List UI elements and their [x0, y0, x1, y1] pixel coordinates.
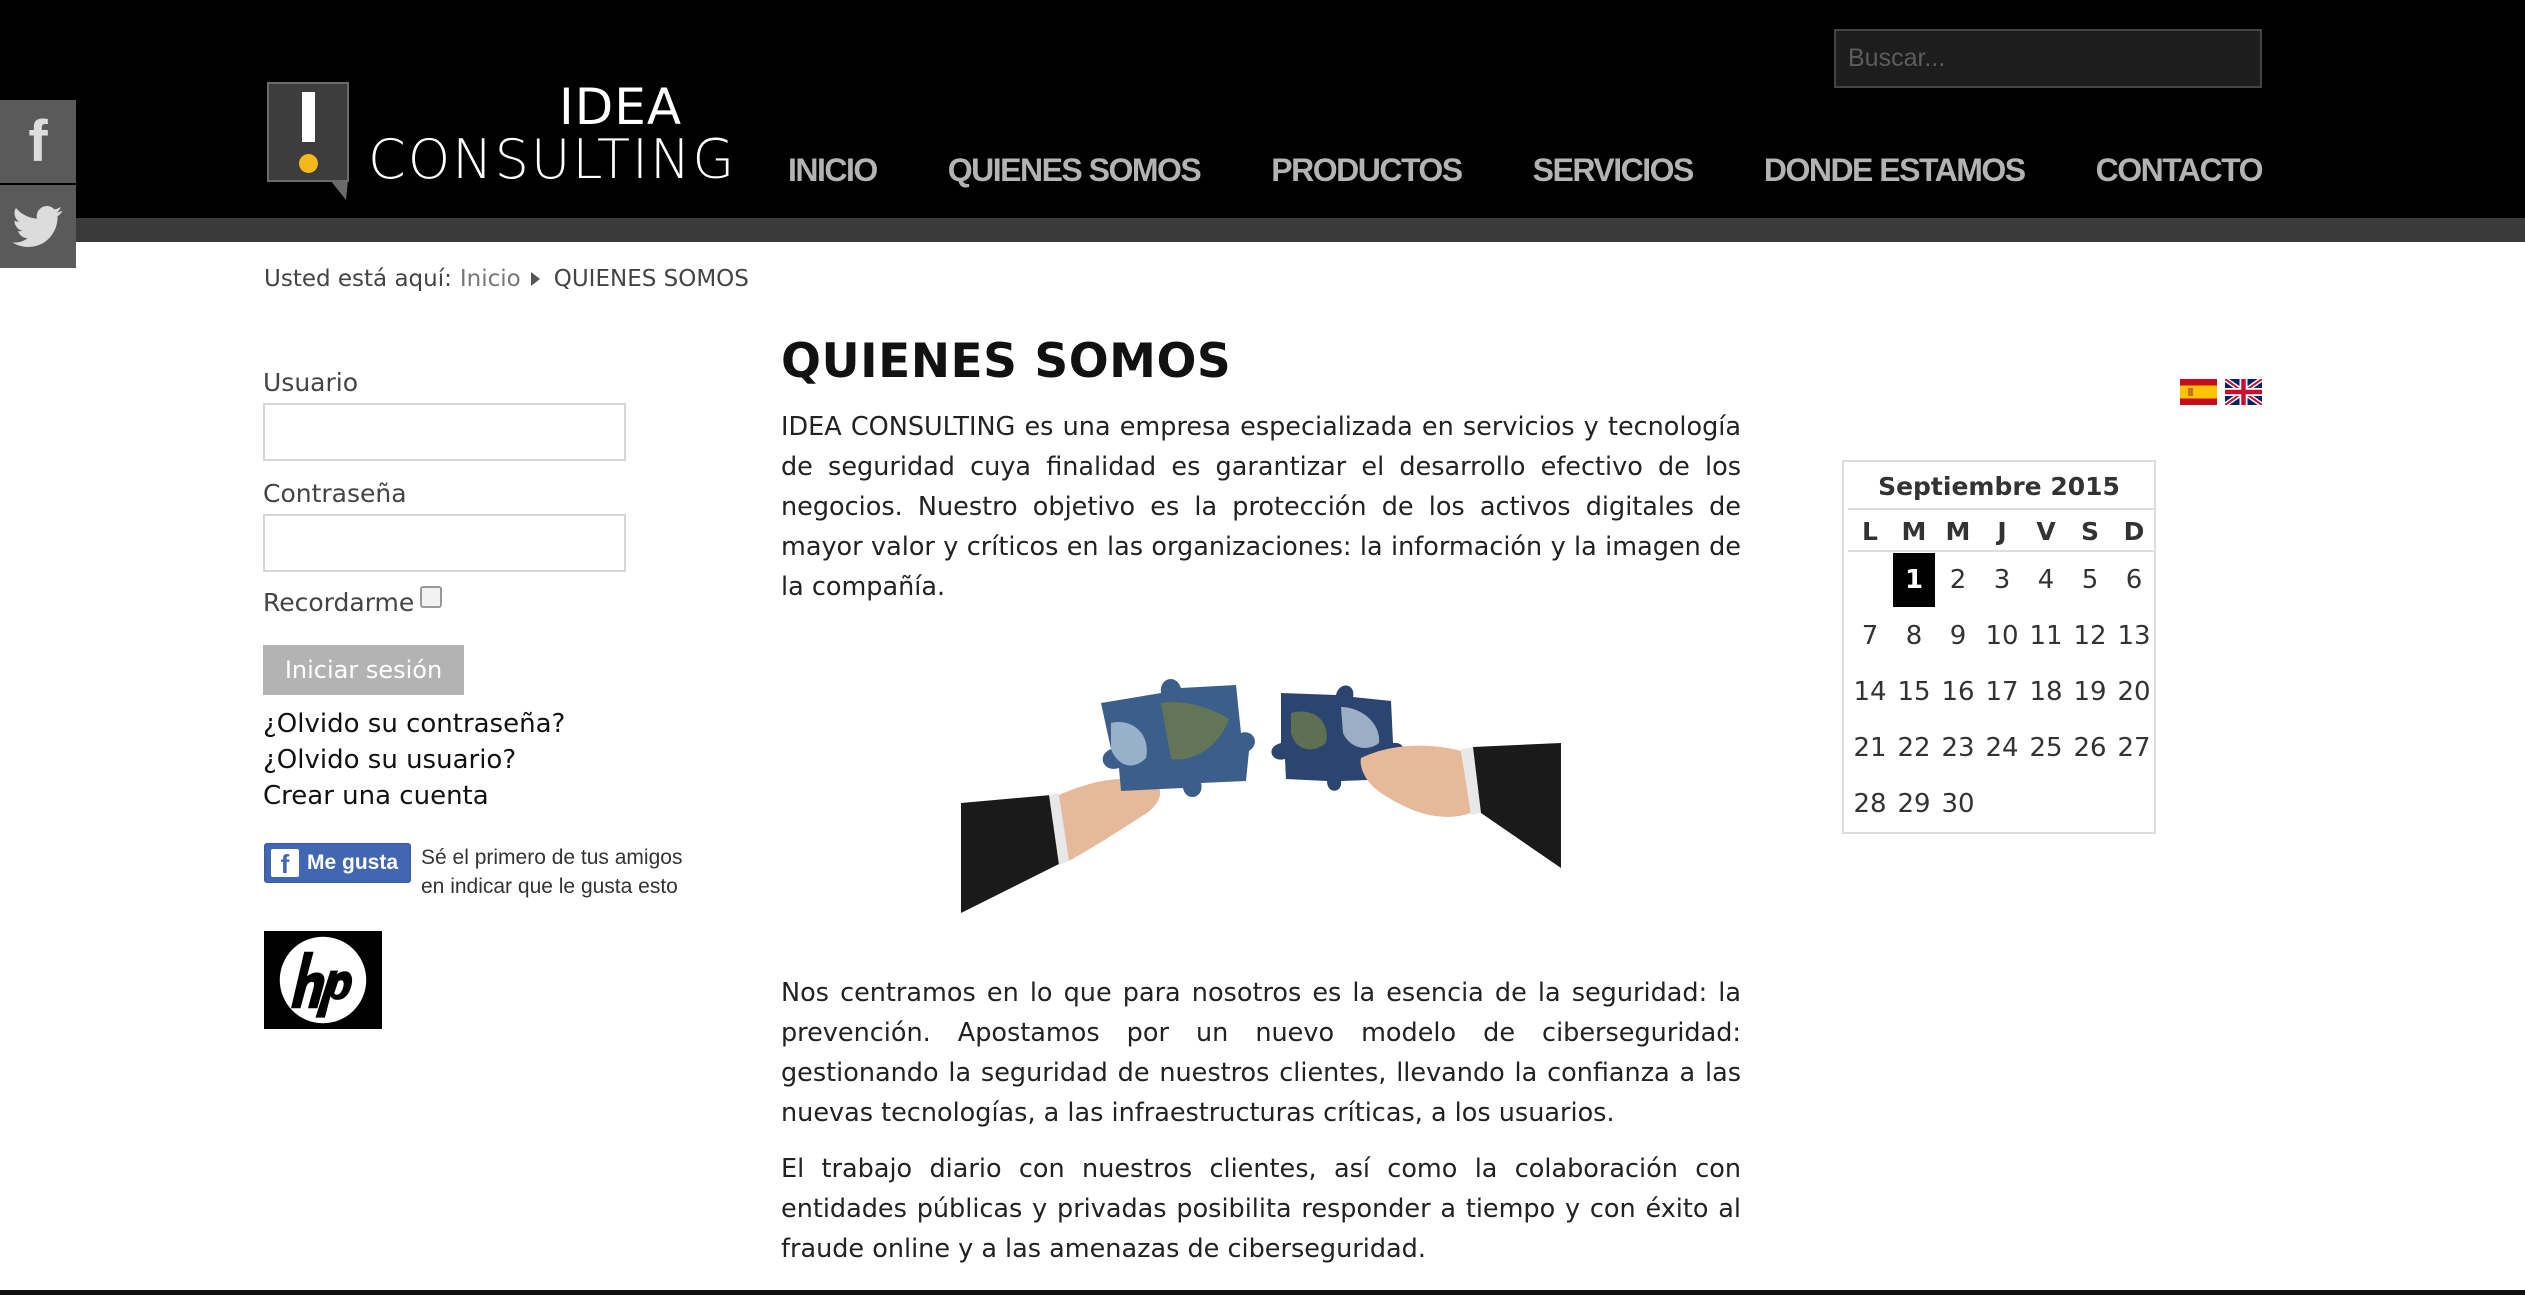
page-bottom-border: [0, 1290, 2525, 1295]
article-paragraph: El trabajo diario con nuestros clientes, así como la colaboración con entidades públicas y privadas posibilita responder a tiempo y con éxito al fraude online y a las amenazas de ciberseguridad.: [781, 1154, 1741, 1264]
calendar-day[interactable]: 10: [1985, 621, 2019, 651]
hp-logo-icon: [276, 933, 370, 1027]
site-logo[interactable]: [264, 78, 737, 204]
calendar-day[interactable]: 8: [1905, 621, 1923, 651]
site-header: [0, 0, 2525, 218]
calendar-day[interactable]: 4: [2037, 565, 2055, 595]
nav-item-productos[interactable]: PRODUCTOS: [1271, 152, 1462, 188]
calendar-weekday: J: [1980, 508, 2024, 552]
calendar-day[interactable]: 27: [2117, 733, 2151, 763]
calendar-day[interactable]: 19: [2073, 677, 2107, 707]
calendar-day[interactable]: 22: [1897, 733, 1931, 763]
uk-flag-icon[interactable]: [2225, 379, 2262, 405]
calendar-weekday: D: [2112, 508, 2156, 552]
username-field[interactable]: [263, 403, 626, 461]
calendar-day[interactable]: 11: [2029, 621, 2063, 651]
calendar-title: Septiembre 2015: [1878, 472, 2120, 501]
nav-item-servicios[interactable]: SERVICIOS: [1532, 152, 1693, 188]
calendar-weekday: S: [2068, 508, 2112, 552]
language-switcher: [2180, 379, 2262, 405]
twitter-icon: [12, 206, 64, 248]
password-field[interactable]: [263, 514, 626, 572]
facebook-icon: f: [271, 849, 299, 877]
breadcrumb-prefix: Usted está aquí:: [264, 266, 452, 292]
main-nav: [788, 152, 2262, 189]
calendar-day[interactable]: 18: [2029, 677, 2063, 707]
logo-text-line1: IDEA: [559, 78, 683, 136]
login-links: [263, 706, 703, 814]
username-label: Usuario: [263, 368, 359, 397]
calendar-day[interactable]: 30: [1941, 789, 1975, 819]
calendar-day[interactable]: 20: [2117, 677, 2151, 707]
search-input[interactable]: [1834, 29, 2262, 88]
nav-item-quienes-somos[interactable]: QUIENES SOMOS: [947, 152, 1201, 188]
calendar-day[interactable]: 9: [1949, 621, 1967, 651]
main-article: [781, 334, 1741, 1269]
calendar-day[interactable]: 14: [1853, 677, 1887, 707]
login-form: [263, 368, 703, 814]
facebook-like-widget: [264, 843, 689, 901]
calendar-widget: [1842, 460, 2156, 834]
calendar-day[interactable]: 16: [1941, 677, 1975, 707]
calendar-grid: [1848, 508, 2154, 832]
calendar-day[interactable]: 21: [1853, 733, 1887, 763]
calendar-weekday: M: [1892, 508, 1936, 552]
calendar-day[interactable]: 2: [1949, 565, 1967, 595]
forgot-username-link[interactable]: ¿Olvido su usuario?: [263, 745, 517, 775]
calendar-day[interactable]: 5: [2081, 565, 2099, 595]
breadcrumb-home-link[interactable]: Inicio: [459, 266, 521, 292]
calendar-day[interactable]: 12: [2073, 621, 2107, 651]
header-divider-strip: [0, 218, 2525, 242]
twitter-share-button[interactable]: [0, 185, 76, 268]
logo-bubble-tail: [330, 180, 348, 200]
calendar-weekday: V: [2024, 508, 2068, 552]
calendar-day-today[interactable]: 1: [1892, 552, 1936, 608]
logo-exclamation-bar: [302, 92, 315, 142]
calendar-day[interactable]: 28: [1853, 789, 1887, 819]
logo-exclamation-dot: [299, 154, 318, 173]
facebook-share-button[interactable]: [0, 100, 76, 183]
spanish-flag-icon[interactable]: [2180, 379, 2217, 405]
calendar-weekday: M: [1936, 508, 1980, 552]
calendar-day[interactable]: 26: [2073, 733, 2107, 763]
breadcrumb-separator-icon: [531, 272, 540, 286]
calendar-day[interactable]: 3: [1993, 565, 2011, 595]
forgot-password-link[interactable]: ¿Olvido su contraseña?: [263, 709, 566, 739]
nav-item-inicio[interactable]: INICIO: [787, 152, 877, 188]
puzzle-hands-image: [961, 663, 1561, 913]
facebook-like-text-line1: Sé el primero de tus amigos: [421, 846, 683, 869]
facebook-like-text-line2: en indicar que le gusta esto: [421, 875, 678, 898]
calendar-day[interactable]: 17: [1985, 677, 2019, 707]
facebook-like-text: [421, 843, 689, 901]
logo-text-line2: CONSULTING: [368, 128, 737, 191]
remember-label: Recordarme: [263, 588, 415, 617]
calendar-day[interactable]: 24: [1985, 733, 2019, 763]
breadcrumb-current: QUIENES SOMOS: [553, 266, 749, 292]
calendar-day[interactable]: 13: [2117, 621, 2151, 651]
facebook-like-label: Me gusta: [307, 851, 399, 874]
nav-item-donde-estamos[interactable]: DONDE ESTAMOS: [1763, 152, 2025, 188]
calendar-blank-cell: [1848, 552, 1892, 608]
password-label: Contraseña: [263, 479, 407, 508]
nav-item-contacto[interactable]: CONTACTO: [2095, 152, 2262, 188]
article-paragraph: Nos centramos en lo que para nosotros es la esencia de la seguridad: la prevención. Apostamos por un nuevo modelo de ciberseguridad: gestionando la seguridad de nuestros clientes, llevando la confianza a las nuevas tecnologías, a las infraestructuras críticas, a los usuarios.: [781, 978, 1741, 1128]
remember-row: [263, 588, 703, 617]
calendar-day[interactable]: 25: [2029, 733, 2063, 763]
breadcrumb: [264, 266, 749, 292]
calendar-day[interactable]: 6: [2125, 565, 2143, 595]
login-button[interactable]: Iniciar sesión: [263, 645, 464, 695]
calendar-day[interactable]: 15: [1897, 677, 1931, 707]
facebook-like-button[interactable]: [264, 843, 411, 883]
create-account-link[interactable]: Crear una cuenta: [263, 781, 489, 811]
page-title: QUIENES SOMOS: [781, 334, 1232, 389]
hp-logo[interactable]: [264, 931, 382, 1029]
calendar-day[interactable]: 23: [1941, 733, 1975, 763]
remember-checkbox[interactable]: [420, 586, 442, 608]
calendar-weekday: L: [1848, 508, 1892, 552]
article-paragraph: IDEA CONSULTING es una empresa especializada en servicios y tecnología de seguridad cuya finalidad es garantizar el desarrollo efectivo de los negocios. Nuestro objetivo es la protección de los activos digitales de mayor valor y críticos en las organizaciones: la información y la imagen de la compañía.: [781, 412, 1741, 602]
calendar-day[interactable]: 7: [1861, 621, 1879, 651]
facebook-icon: f: [28, 109, 48, 174]
calendar-day[interactable]: 29: [1897, 789, 1931, 819]
